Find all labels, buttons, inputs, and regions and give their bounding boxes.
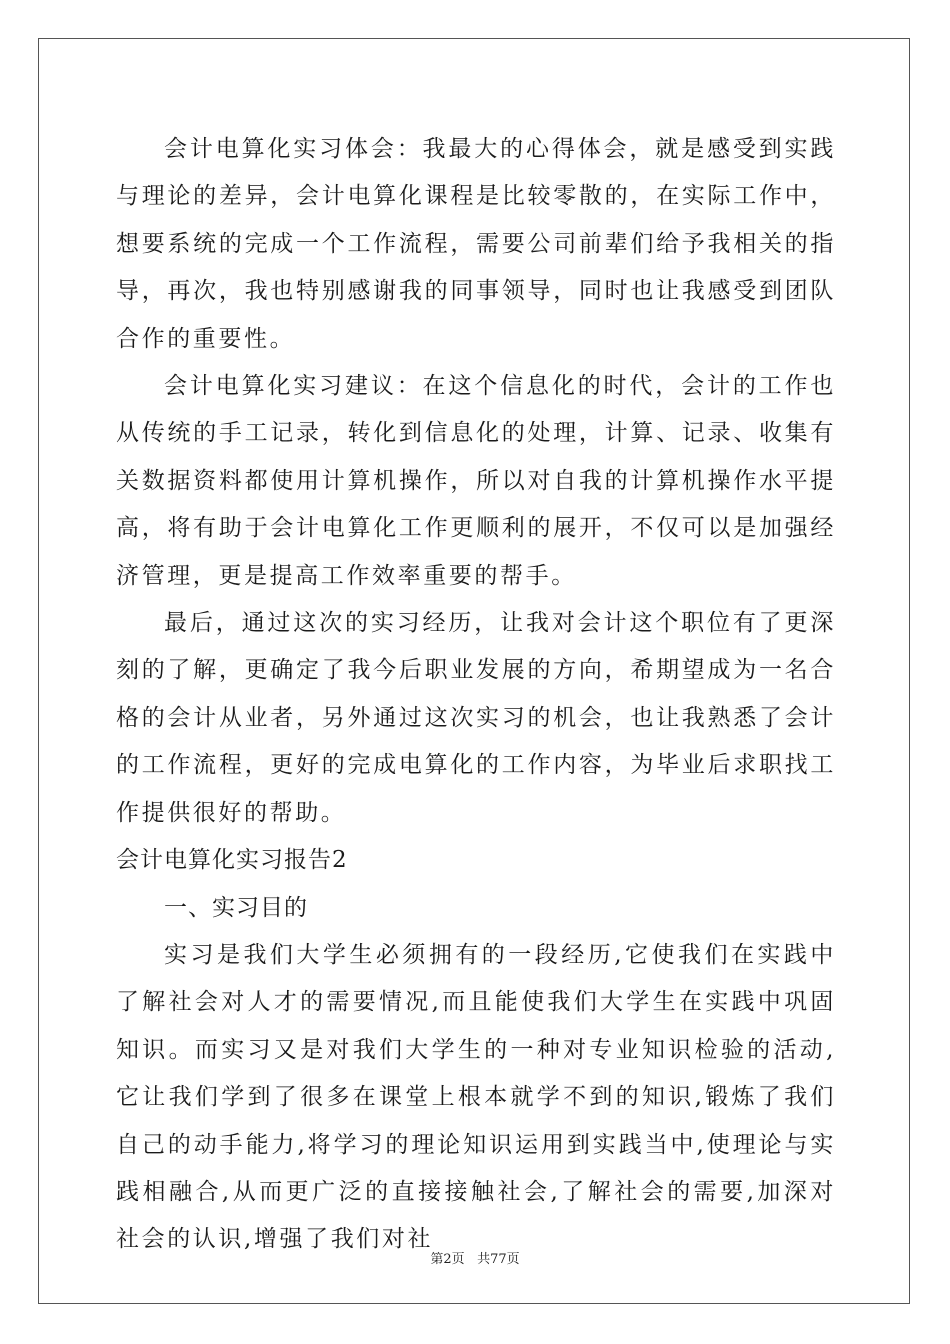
paragraph-internship-experience: 会计电算化实习体会：我最大的心得体会，就是感受到实践与理论的差异，会计电算化课程是比较零散的，在实际工作中，想要系统的完成一个工作流程，需要公司前辈们给予我相关的指导，再次，我也特别感谢我的同事领导，同时也让我感受到团队合作的重要性。 [116, 136, 836, 352]
page-number: 第2页 [430, 1252, 465, 1267]
document-body [116, 126, 836, 1264]
subsection-heading: 一、实习目的 [164, 894, 308, 921]
page-footer [0, 1248, 950, 1267]
section-heading: 会计电算化实习报告2 [116, 847, 348, 874]
page-total: 共77页 [477, 1252, 520, 1267]
paragraph-internship-suggestion: 会计电算化实习建议：在这个信息化的时代，会计的工作也从传统的手工记录，转化到信息化的处理，计算、记录、收集有关数据资料都使用计算机操作，所以对自我的计算机操作水平提高，将有助于会计电算化工作更顺利的展开，不仅可以是加强经济管理，更是提高工作效率重要的帮手。 [116, 373, 836, 589]
paragraph-internship-purpose: 实习是我们大学生必须拥有的一段经历,它使我们在实践中了解社会对人才的需要情况,而且能使我们大学生在实践中巩固知识。而实习又是对我们大学生的一种对专业知识检验的活动,它让我们学到了很多在课堂上根本就学不到的知识,锻炼了我们自己的动手能力,将学习的理论知识运用到实践当中,使理论与实践相融合,从而更广泛的直接接触社会,了解社会的需要,加深对社会的认识,增强了我们对社 [116, 941, 836, 1253]
paragraph-conclusion: 最后，通过这次的实习经历，让我对会计这个职位有了更深刻的了解，更确定了我今后职业发展的方向，希期望成为一名合格的会计从业者，另外通过这次实习的机会，也让我熟悉了会计的工作流程，更好的完成电算化的工作内容，为毕业后求职找工作提供很好的帮助。 [116, 610, 836, 826]
